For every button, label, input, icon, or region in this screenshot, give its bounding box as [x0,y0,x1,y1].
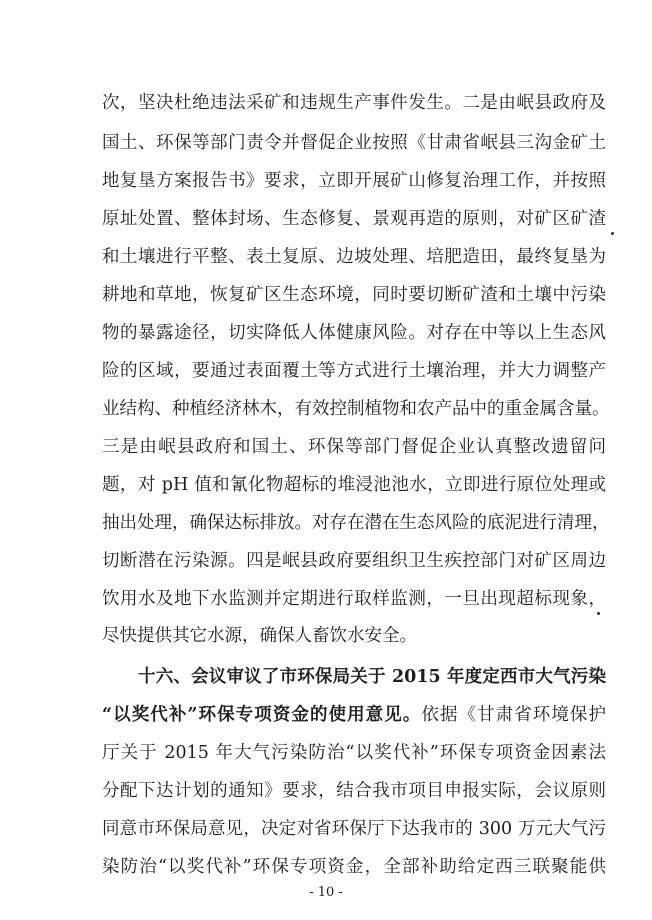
text-line: 地复垦方案报告书》要求，立即开展矿山修复治理工作，并按照 [102,171,606,191]
item16-heading-line2 [102,703,606,727]
item16-text-start: 依据《甘肃省环境保护 [421,705,606,725]
text-line: 物的暴露途径，切实降低人体健康风险。对存在中等以上生态风 [102,323,606,343]
item16-heading: 十六、会议审议了市环保局关于 2015 年度定西市大气污染 [138,667,606,687]
scan-speck [597,612,600,615]
text-line: 三是由岷县政府和国土、环保等部门督促企业认真整改遗留问 [102,437,606,457]
text-line: 和土壤进行平整、表土复原、边坡处理、培肥造田，最终复垦为 [102,247,606,267]
text-line: 次，坚决杜绝违法采矿和违规生产事件发生。二是由岷县政府及 [102,93,606,113]
text-line: 业结构、种植经济林木，有效控制植物和农产品中的重金属含量。 [102,399,610,419]
text-line: 厅关于 2015 年大气污染防治“以奖代补”环保专项资金因素法 [102,743,606,763]
text-line: 饮用水及地下水监测并定期进行取样监测，一旦出现超标现象， [102,589,606,609]
text-line: 分配下达计划的通知》要求，结合我市项目申报实际，会议原则 [102,781,606,801]
item16-heading-tail: “以奖代补”环保专项资金的使用意见。 [102,705,422,725]
text-line: 切断潜在污染源。四是岷县政府要组织卫生疾控部门对矿区周边 [102,551,606,571]
text-line: 耕地和草地，恢复矿区生态环境，同时要切断矿渣和土壤中污染 [102,285,606,305]
text-line: 题，对 pH 值和氰化物超标的堆浸池池水，立即进行原位处理或 [102,475,606,495]
text-line: 险的区域，要通过表面覆土等方式进行土壤治理，并大力调整产 [102,361,606,381]
text-line: 尽快提供其它水源，确保人畜饮水安全。 [102,626,417,646]
text-line: 国土、环保等部门责令并督促企业按照《甘肃省岷县三沟金矿土 [102,133,606,153]
text-line: 原址处置、整体封场、生态修复、景观再造的原则，对矿区矿渣 [102,209,606,229]
scan-speck [611,232,614,235]
text-line: 抽出处理，确保达标排放。对存在潜在生态风险的底泥进行清理， [102,513,610,533]
page-number: - 10 - [309,885,343,900]
text-line: 同意市环保局意见，决定对省环保厅下达我市的 300 万元大气污 [102,819,606,839]
text-line: 染防治“以奖代补”环保专项资金，全部补助给定西三联聚能供 [102,857,606,877]
